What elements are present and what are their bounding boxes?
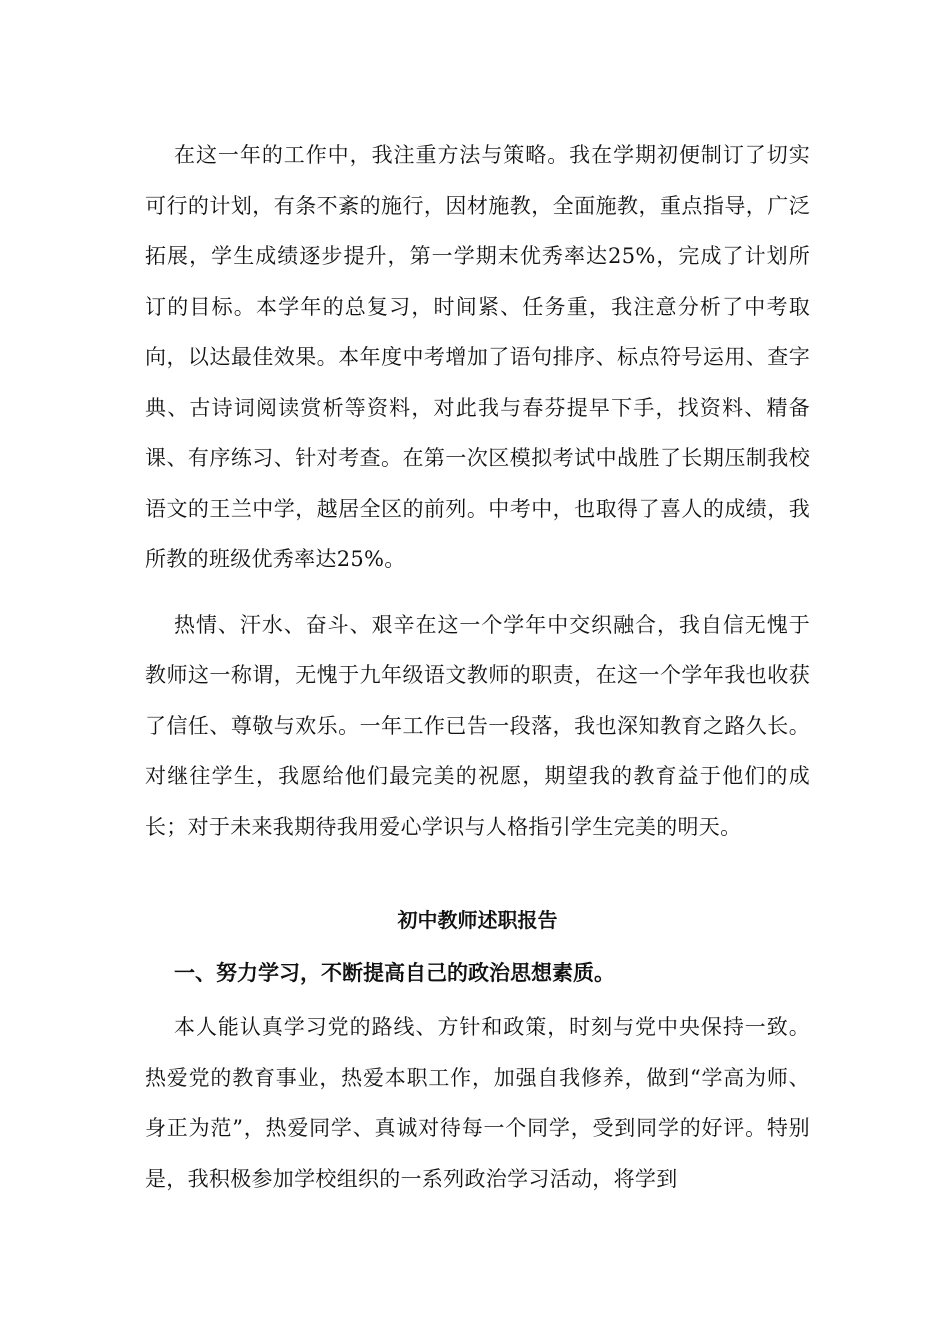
document-page [145, 130, 810, 1204]
body-paragraph-2: 热情、汗水、奋斗、艰辛在这一个学年中交织融合，我自信无愧于教师这一称谓，无愧于九年级语文教师的职责，在这一个学年我也收获了信任、尊敬与欢乐。一年工作已告一段落，我也深知教育之路久长。对继往学生，我愿给他们最完美的祝愿，期望我的教育益于他们的成长；对于未来我期待我用爱心学识与人格指引学生完美的明天。 [145, 612, 810, 839]
section-title: 初中教师述职报告 [397, 908, 558, 932]
body-paragraph-3: 本人能认真学习党的路线、方针和政策，时刻与党中央保持一致。热爱党的教育事业，热爱本职工作，加强自我修养，做到“学高为师、身正为范”，热爱同学、真诚对待每一个同学，受到同学的好评。特别是，我积极参加学校组织的一系列政治学习活动，将学到 [145, 1015, 810, 1191]
body-paragraph-1: 在这一年的工作中，我注重方法与策略。我在学期初便制订了切实可行的计划，有条不紊的施行，因材施教，全面施教，重点指导，广泛拓展，学生成绩逐步提升，第一学期末优秀率达25%，完成了计划所订的目标。本学年的总复习，时间紧、任务重，我注意分析了中考取向，以达最佳效果。本年度中考增加了语句排序、标点符号运用、查字典、古诗词阅读赏析等资料，对此我与春芬提早下手，找资料、精备课、有序练习、针对考查。在第一次区模拟考试中战胜了长期压制我校语文的王兰中学，越居全区的前列。中考中，也取得了喜人的成绩，我所教的班级优秀率达25%。 [145, 143, 810, 571]
section-heading-1: 一、努力学习，不断提高自己的政治思想素质。 [174, 960, 615, 985]
